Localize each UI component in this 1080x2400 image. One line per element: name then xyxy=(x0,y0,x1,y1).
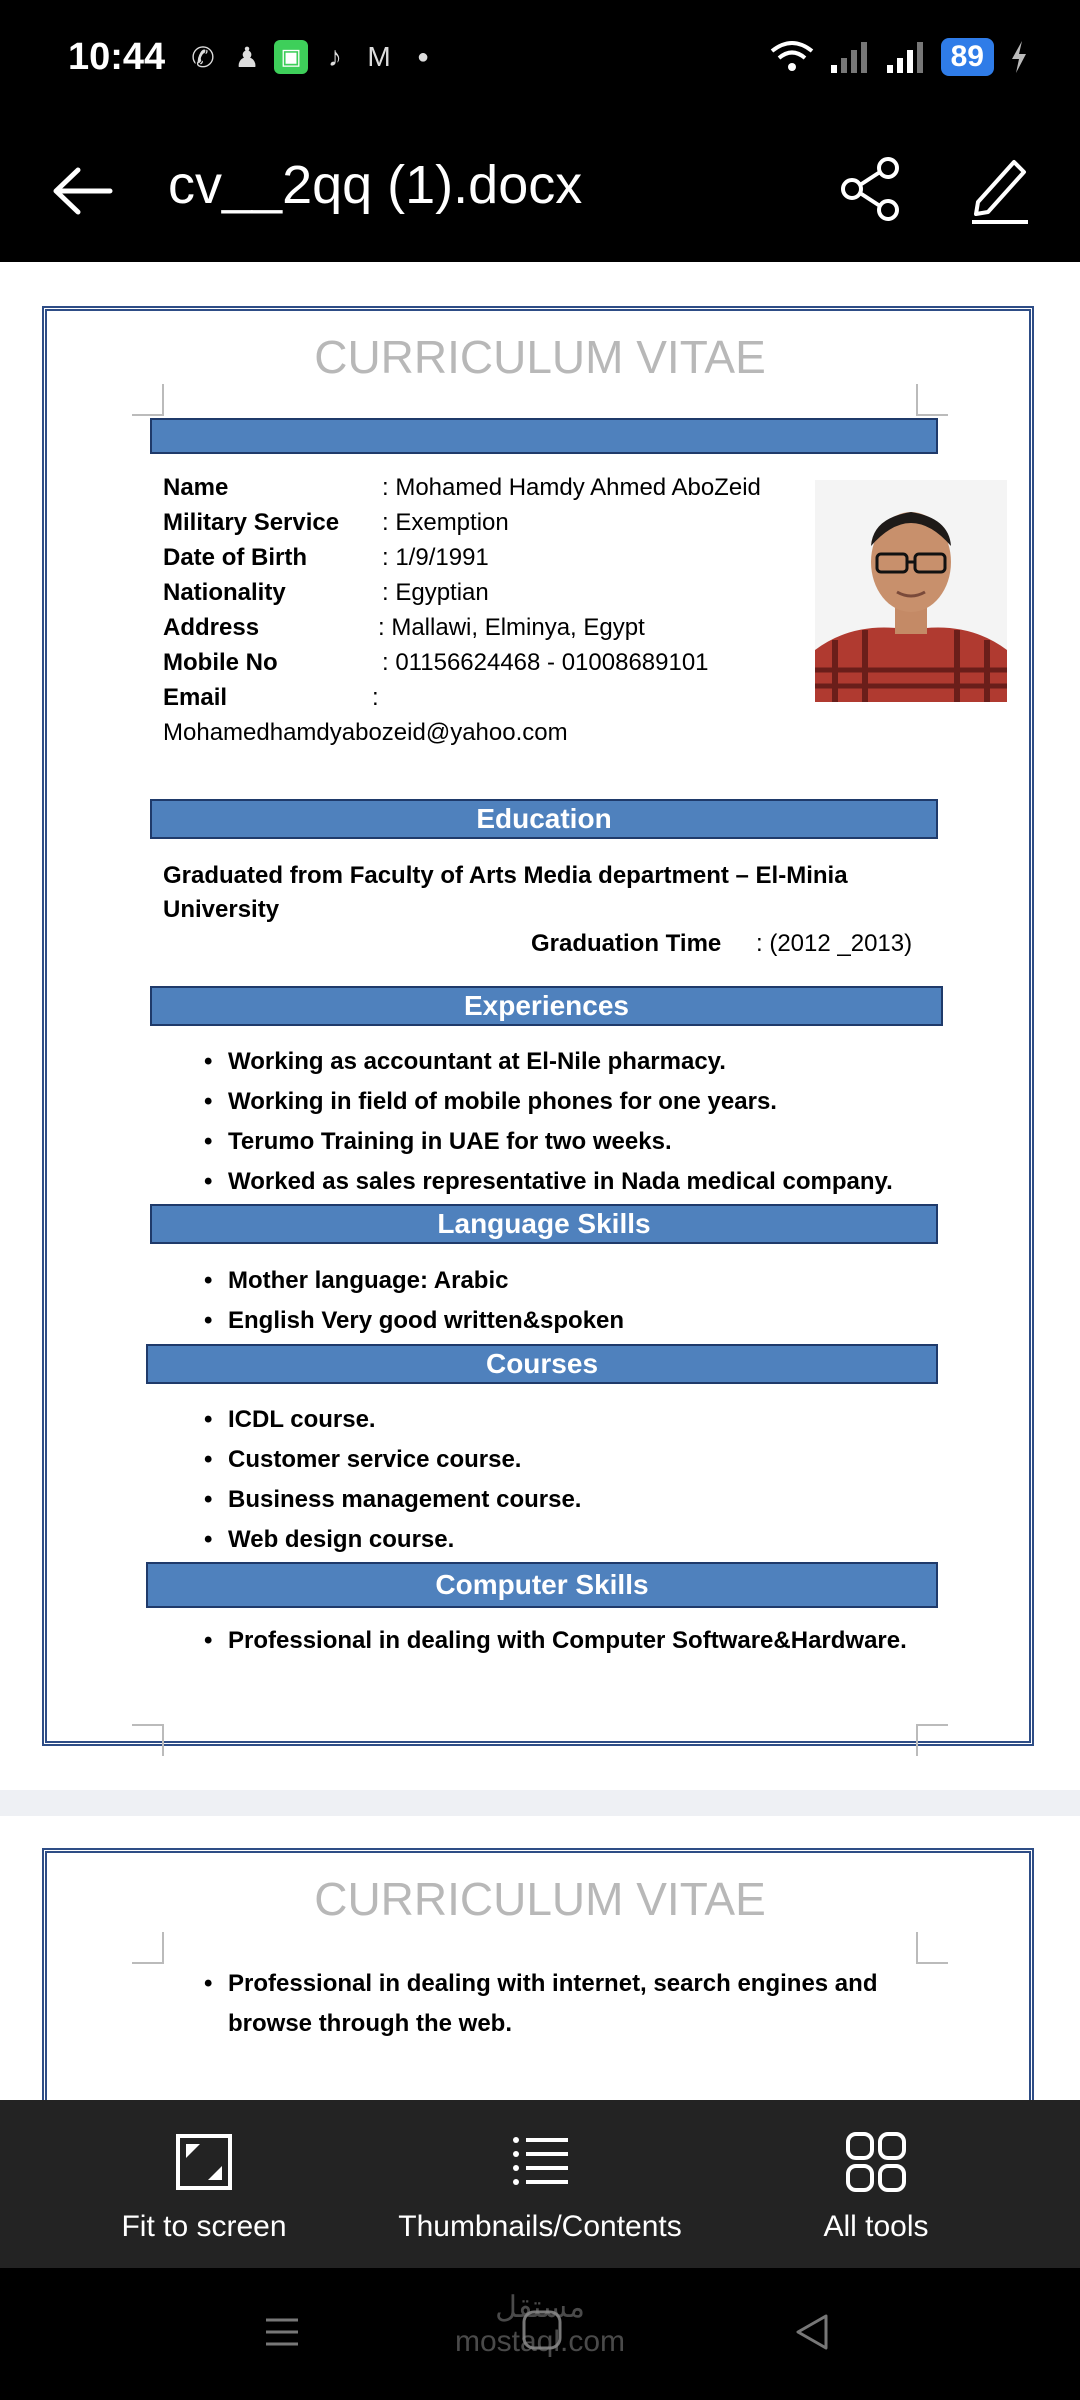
margin-mark xyxy=(916,384,948,416)
thumbnails-contents-label: Thumbnails/Contents xyxy=(398,2210,682,2243)
section-experiences: Experiences xyxy=(150,986,943,1026)
margin-mark xyxy=(132,1724,164,1756)
page2-bullet: • Professional in dealing with internet, search engines and xyxy=(228,1970,877,1998)
status-time: 10:44 xyxy=(68,36,166,78)
value-address: : Mallawi, Elminya, Egypt xyxy=(378,614,645,641)
watermark: مستقل mostaql.com xyxy=(454,2291,626,2358)
section-education: Education xyxy=(150,799,938,839)
section-computer-skills: Computer Skills xyxy=(146,1562,938,1608)
whatsapp-icon: ✆ xyxy=(191,41,215,73)
label-address: Address xyxy=(163,614,260,641)
label-nationality: Nationality xyxy=(163,579,286,606)
signal-icon-1 xyxy=(829,39,871,75)
language-item: • English Very good written&spoken xyxy=(228,1307,624,1335)
recent-apps-icon[interactable] xyxy=(262,2312,302,2352)
label-name: Name xyxy=(163,474,229,501)
gmail-icon: M xyxy=(367,41,391,72)
experience-item: • Working in field of mobile phones for one years. xyxy=(228,1088,777,1116)
profile-photo xyxy=(815,480,1007,702)
course-item: • Customer service course. xyxy=(228,1446,521,1474)
course-item: • ICDL course. xyxy=(228,1406,376,1434)
margin-mark xyxy=(132,384,164,416)
fit-to-screen-label: Fit to screen xyxy=(121,2210,287,2243)
cv-header: CURRICULUM VITAE xyxy=(314,1873,766,1925)
graduation-time-label: Graduation Time xyxy=(531,930,722,957)
cv-header: CURRICULUM VITAE xyxy=(314,331,766,383)
label-date-of-birth: Date of Birth xyxy=(163,544,307,571)
bottom-toolbar xyxy=(0,2100,1080,2268)
back-nav-icon[interactable] xyxy=(792,2312,832,2352)
app-bar xyxy=(0,120,1080,262)
margin-mark xyxy=(916,1724,948,1756)
list-icon xyxy=(508,2130,572,2194)
experience-item: • Terumo Training in UAE for two weeks. xyxy=(228,1128,672,1156)
more-notifications-icon: ● xyxy=(416,45,430,68)
navigation-bar xyxy=(0,2268,1080,2400)
charging-icon xyxy=(1008,39,1030,75)
fit-to-screen-button[interactable] xyxy=(54,2130,354,2244)
app-icon: ▣ xyxy=(274,40,308,74)
thumbnails-contents-button[interactable] xyxy=(390,2130,690,2244)
label-mobile: Mobile No xyxy=(163,649,278,676)
snapchat-icon: ♟ xyxy=(234,41,260,73)
section-courses: Courses xyxy=(146,1344,938,1384)
margin-mark xyxy=(916,1932,948,1964)
education-text-line-2: University xyxy=(163,896,280,923)
document-title: cv__2qq (1).docx xyxy=(168,155,583,215)
battery-indicator: 89 xyxy=(941,38,994,76)
value-military-service: : Exemption xyxy=(382,509,509,536)
computer-skill-item: • Professional in dealing with Computer Software&Hardware. xyxy=(228,1627,907,1655)
value-name: : Mohamed Hamdy Ahmed AboZeid xyxy=(382,474,761,501)
experience-item: • Working as accountant at El-Nile pharmacy. xyxy=(228,1048,726,1076)
back-arrow-icon[interactable] xyxy=(48,156,118,226)
document-page-1 xyxy=(0,262,1080,1790)
wifi-icon xyxy=(769,39,815,75)
grid-icon xyxy=(844,2130,908,2194)
header-bar xyxy=(150,418,938,454)
section-language-skills: Language Skills xyxy=(150,1204,938,1244)
value-date-of-birth: : 1/9/1991 xyxy=(382,544,489,571)
system-icons xyxy=(769,38,1030,76)
edit-pencil-icon[interactable] xyxy=(964,150,1034,226)
all-tools-label: All tools xyxy=(823,2210,929,2243)
document-viewer[interactable] xyxy=(0,262,1080,2100)
experience-item: • Worked as sales representative in Nada medical company. xyxy=(228,1168,893,1196)
graduation-time-value: : (2012 _2013) xyxy=(756,930,913,957)
margin-mark xyxy=(132,1932,164,1964)
page2-bullet-continued: browse through the web. xyxy=(228,2010,513,2037)
portrait-image xyxy=(815,480,1007,702)
value-email: Mohamedhamdyabozeid@yahoo.com xyxy=(163,719,568,746)
status-bar xyxy=(0,0,1080,120)
all-tools-button[interactable] xyxy=(726,2130,1026,2244)
signal-icon-2 xyxy=(885,39,927,75)
value-mobile: : 01156624468 - 01008689101 xyxy=(382,649,709,676)
label-military-service: Military Service xyxy=(163,509,340,536)
value-nationality: : Egyptian xyxy=(382,579,489,606)
course-item: • Web design course. xyxy=(228,1526,454,1554)
tiktok-icon: ♪ xyxy=(328,41,342,72)
education-text-line-1: Graduated from Faculty of Arts Media department – El-Minia xyxy=(163,862,848,889)
language-item: • Mother language: Arabic xyxy=(228,1267,508,1295)
fit-to-screen-icon xyxy=(172,2130,236,2194)
value-email-colon: : xyxy=(372,684,379,711)
document-page-2 xyxy=(0,1816,1080,2100)
label-email: Email xyxy=(163,684,228,711)
share-icon[interactable] xyxy=(836,154,906,224)
course-item: • Business management course. xyxy=(228,1486,581,1514)
notification-icons xyxy=(186,40,440,74)
